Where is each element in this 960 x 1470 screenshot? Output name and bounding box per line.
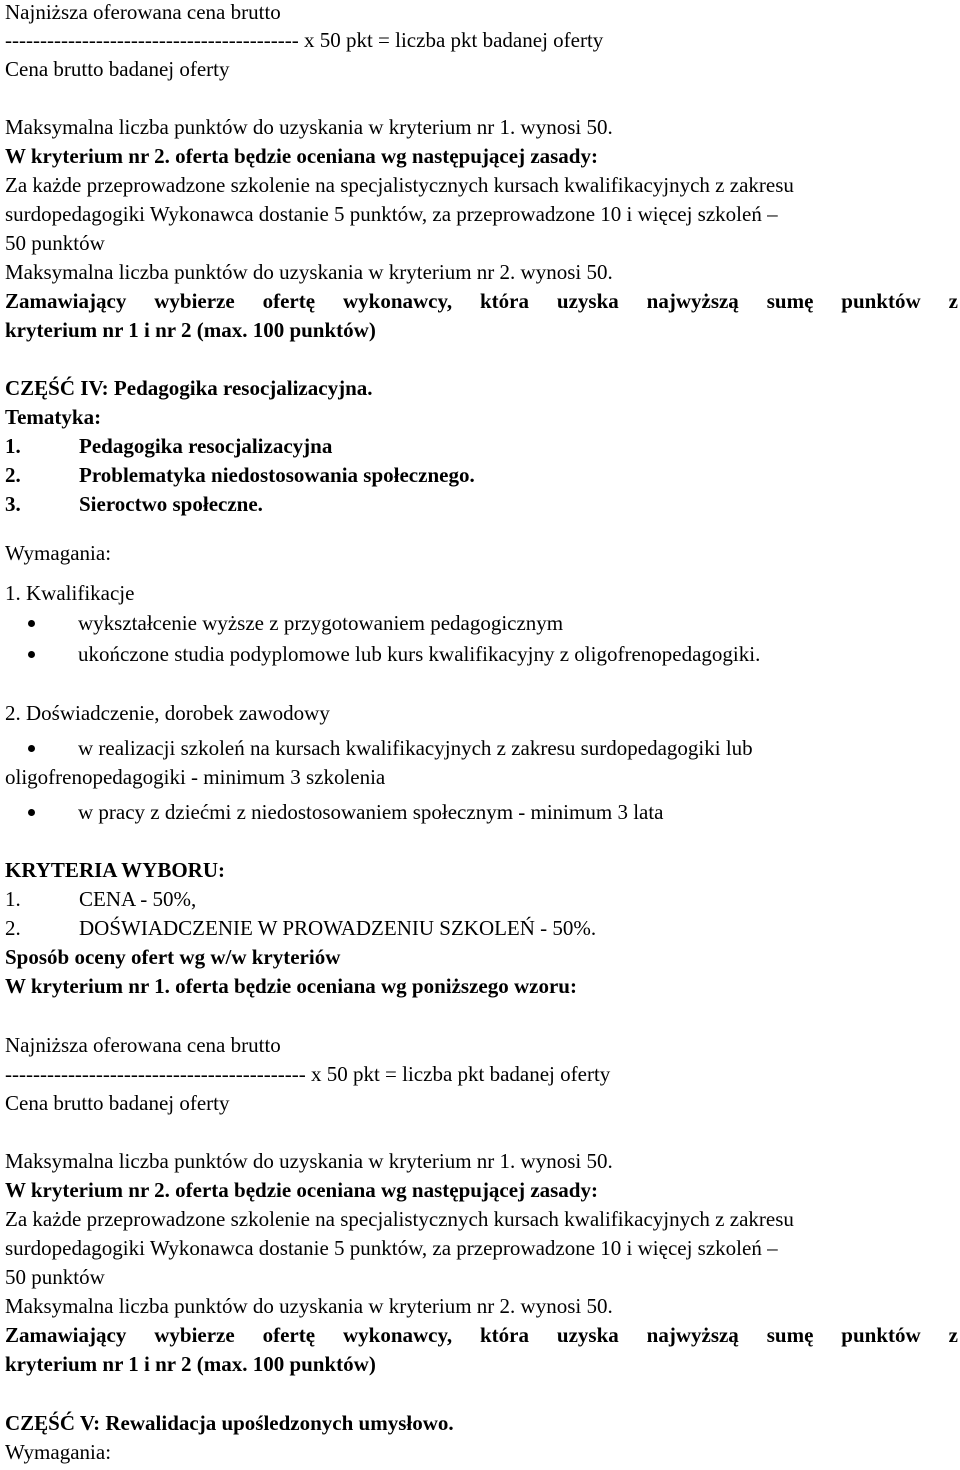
max-points-criterion-1: Maksymalna liczba punktów do uzyskania w kryterium nr 1. wynosi 50. — [5, 1149, 613, 1173]
topics-heading: Tematyka: — [5, 405, 102, 429]
bullet-icon — [28, 620, 35, 627]
qualification-item: wykształcenie wyższe z przygotowaniem pedagogicznym — [78, 611, 564, 635]
topic-item — [5, 461, 475, 490]
part-4-title: CZĘŚĆ IV: Pedagogika resocjalizacyjna. — [5, 376, 373, 400]
bullet-icon — [28, 651, 35, 658]
topic-item — [5, 432, 332, 461]
selection-rule-line-1 — [5, 1321, 958, 1350]
selection-rule-line-2: kryterium nr 1 i nr 2 (max. 100 punktów) — [5, 318, 376, 342]
criteria-text: DOŚWIADCZENIE W PROWADZENIU SZKOLEŃ - 50%. — [79, 916, 597, 940]
criteria-number: 1. — [5, 887, 21, 911]
word: punktów — [841, 289, 921, 313]
topic-text: Problematyka niedostosowania społecznego. — [79, 463, 475, 487]
max-points-criterion-2: Maksymalna liczba punktów do uzyskania w kryterium nr 2. wynosi 50. — [5, 1294, 613, 1318]
criterion-2-rule-line-1: Za każde przeprowadzone szkolenie na specjalistycznych kursach kwalifikacyjnych z zakresu — [5, 173, 794, 197]
qualification-item: ukończone studia podyplomowe lub kurs kwalifikacyjny z oligofrenopedagogiki. — [78, 642, 761, 666]
part-5-title: CZĘŚĆ V: Rewalidacja upośledzonych umysłowo. — [5, 1411, 454, 1435]
criterion-2-rule-line-3: 50 punktów — [5, 1265, 105, 1289]
topic-item — [5, 490, 263, 519]
requirements-heading: Wymagania: — [5, 541, 112, 565]
word: ofertę — [262, 289, 316, 313]
word: wykonawcy, — [342, 1323, 453, 1347]
formula-numerator: Najniższa oferowana cena brutto — [5, 1033, 281, 1057]
selection-rule-line-2: kryterium nr 1 i nr 2 (max. 100 punktów) — [5, 1352, 376, 1376]
word: ofertę — [262, 1323, 316, 1347]
word: uzyska — [556, 1323, 619, 1347]
qualifications-heading: 1. Kwalifikacje — [5, 581, 135, 605]
word: najwyższą — [646, 289, 739, 313]
formula-numerator: Najniższa oferowana cena brutto — [5, 0, 281, 24]
bullet-icon — [28, 809, 35, 816]
word: najwyższą — [646, 1323, 739, 1347]
word: z — [948, 289, 958, 313]
experience-heading: 2. Doświadczenie, dorobek zawodowy — [5, 701, 330, 725]
formula-fraction-line: ------------------------------------------ x 50 pkt = liczba pkt badanej oferty — [5, 28, 604, 52]
criterion-2-rule-line-2: surdopedagogiki Wykonawca dostanie 5 punktów, za przeprowadzone 10 i więcej szkoleń – — [5, 202, 778, 226]
topic-number: 1. — [5, 434, 21, 458]
word: Zamawiający — [5, 289, 127, 313]
criterion-2-rule-line-3: 50 punktów — [5, 231, 105, 255]
max-points-criterion-2: Maksymalna liczba punktów do uzyskania w kryterium nr 2. wynosi 50. — [5, 260, 613, 284]
criteria-heading: KRYTERIA WYBORU: — [5, 858, 225, 882]
criterion-2-rule-line-2: surdopedagogiki Wykonawca dostanie 5 punktów, za przeprowadzone 10 i więcej szkoleń – — [5, 1236, 778, 1260]
word: z — [948, 1323, 958, 1347]
formula-denominator: Cena brutto badanej oferty — [5, 1091, 230, 1115]
word: wybierze — [154, 289, 235, 313]
formula-denominator: Cena brutto badanej oferty — [5, 57, 230, 81]
max-points-criterion-1: Maksymalna liczba punktów do uzyskania w kryterium nr 1. wynosi 50. — [5, 115, 613, 139]
formula-fraction-line: ------------------------------------------- x 50 pkt = liczba pkt badanej oferty — [5, 1062, 611, 1086]
topic-number: 3. — [5, 492, 21, 516]
word: punktów — [841, 1323, 921, 1347]
criterion-1-heading: W kryterium nr 1. oferta będzie oceniana wg poniższego wzoru: — [5, 974, 577, 998]
word: uzyska — [556, 289, 619, 313]
topic-number: 2. — [5, 463, 21, 487]
criterion-2-heading: W kryterium nr 2. oferta będzie oceniana wg następującej zasady: — [5, 1178, 598, 1202]
topic-text: Pedagogika resocjalizacyjna — [79, 434, 333, 458]
requirements-heading: Wymagania: — [5, 1440, 112, 1464]
experience-item-line-1: w realizacji szkoleń na kursach kwalifikacyjnych z zakresu surdopedagogiki lub — [78, 736, 753, 760]
criterion-2-heading: W kryterium nr 2. oferta będzie oceniana wg następującej zasady: — [5, 144, 598, 168]
word: która — [479, 289, 529, 313]
word: sumę — [766, 289, 814, 313]
word: sumę — [766, 1323, 814, 1347]
criterion-2-rule-line-1: Za każde przeprowadzone szkolenie na specjalistycznych kursach kwalifikacyjnych z zakresu — [5, 1207, 794, 1231]
topic-text: Sieroctwo społeczne. — [79, 492, 263, 516]
evaluation-method-heading: Sposób oceny ofert wg w/w kryteriów — [5, 945, 341, 969]
word: która — [479, 1323, 529, 1347]
word: wybierze — [154, 1323, 235, 1347]
criteria-item — [5, 914, 596, 943]
experience-item: w pracy z dziećmi z niedostosowaniem społecznym - minimum 3 lata — [78, 800, 664, 824]
criteria-item — [5, 885, 196, 914]
selection-rule-line-1 — [5, 287, 958, 316]
experience-item-line-2: oligofrenopedagogiki - minimum 3 szkolenia — [5, 765, 386, 789]
word: Zamawiający — [5, 1323, 127, 1347]
bullet-icon — [28, 745, 35, 752]
word: wykonawcy, — [342, 289, 453, 313]
criteria-number: 2. — [5, 916, 21, 940]
criteria-text: CENA - 50%, — [79, 887, 197, 911]
